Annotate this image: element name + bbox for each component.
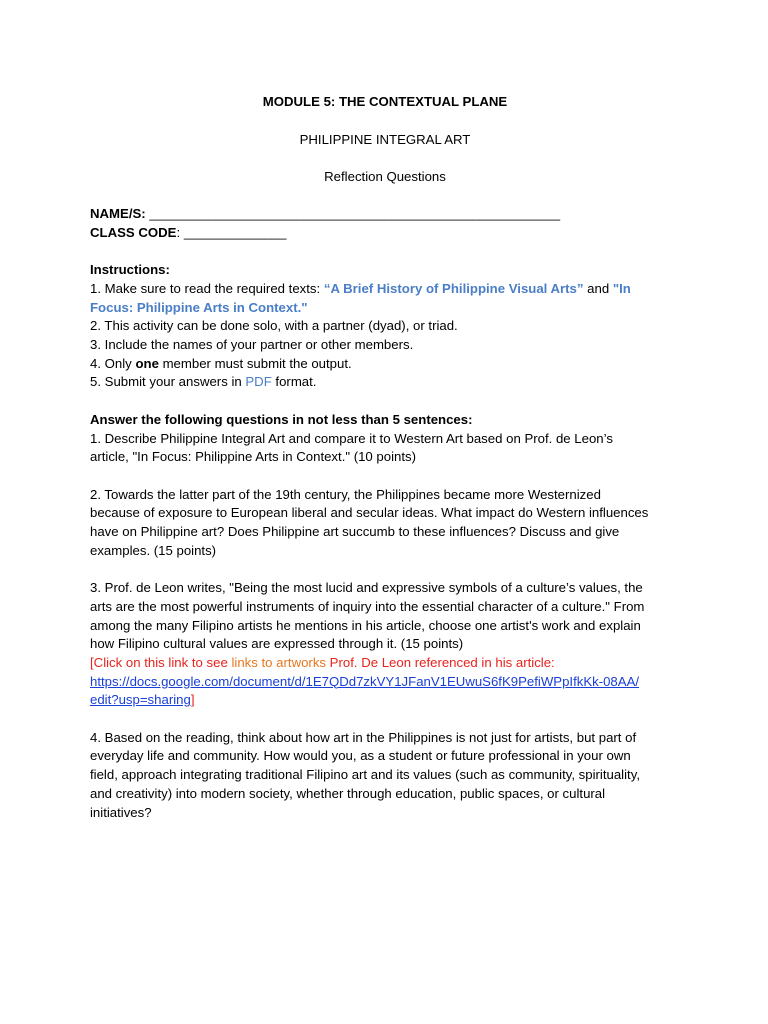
question-2-line-4: examples. (15 points) — [90, 542, 217, 558]
instruction-item-2: 2. This activity can be done solo, with a partner (dyad), or triad. — [90, 318, 458, 334]
artworks-link-part-1[interactable]: https://docs.google.com/document/d/1E7QDd7zkVY1JFanV1EUwuS6fK9PefiWPpIfkKk-08AA/ — [90, 673, 640, 689]
class-code-colon: : — [176, 224, 181, 240]
question-4-line-3: field, approach integrating traditional Filipino art and its values (such as community, spirituality, — [90, 767, 640, 783]
question-1-line-2: article, "In Focus: Philippine Arts in Context." (10 points) — [90, 449, 417, 465]
instruction-item-5 — [90, 373, 680, 392]
note-text-part-3: Prof. De Leon referenced in his article: — [326, 654, 555, 670]
question-4-line-1: 4. Based on the reading, think about how art in the Philippines is not just for artists, but part of — [90, 729, 637, 745]
instruction-item-4 — [90, 355, 680, 374]
name-label: NAME/S: — [90, 206, 146, 222]
instruction-item-1-and: and — [583, 280, 613, 296]
question-3-note — [90, 654, 680, 673]
note-text-part-1: [Click on this link to see — [90, 654, 232, 670]
question-1-line-1: 1. Describe Philippine Integral Art and compare it to Western Art based on Prof. de Leon’s — [90, 430, 613, 446]
instructions-heading: Instructions: — [90, 262, 170, 278]
instruction-item-3: 3. Include the names of your partner or other members. — [90, 337, 414, 353]
pdf-format-text: PDF — [245, 374, 272, 390]
instruction-item-4-prefix: 4. Only — [90, 355, 136, 371]
document-type: Reflection Questions — [324, 169, 446, 185]
question-1 — [90, 430, 680, 467]
question-2-line-3: have on Philippine art? Does Philippine art succumb to these influences? Discuss and give — [90, 524, 620, 540]
class-code-blank-line[interactable]: ______________ — [183, 224, 287, 240]
instruction-item-5-suffix: format. — [271, 374, 317, 390]
question-4 — [90, 729, 680, 823]
question-3-line-2: arts are the most powerful instruments of inquiry into the essential character of a culture." From — [90, 598, 645, 614]
name-field-row — [90, 205, 680, 224]
instruction-item-1 — [90, 280, 680, 299]
instruction-item-1-cont — [90, 299, 680, 318]
artworks-link-part-2[interactable]: edit?usp=sharing — [90, 692, 191, 708]
instruction-item-4-suffix: member must submit the output. — [158, 355, 352, 371]
instruction-item-1-prefix: 1. Make sure to read the required texts: — [90, 280, 324, 296]
document-page — [90, 90, 680, 822]
question-3 — [90, 579, 680, 710]
question-4-line-2: everyday life and community. How would you, as a student or future professional in your own — [90, 748, 631, 764]
questions-heading: Answer the following questions in not less than 5 sentences: — [90, 411, 473, 427]
artworks-link-row-2 — [90, 691, 680, 710]
required-text-1: “A Brief History of Philippine Visual Arts” — [323, 280, 584, 296]
module-title: MODULE 5: THE CONTEXTUAL PLANE — [262, 94, 508, 109]
questions-section — [90, 411, 680, 822]
required-text-2-part1: "In — [612, 280, 631, 296]
name-blank-line[interactable]: ________________________________________________________ — [149, 206, 561, 222]
question-3-line-4: how Filipino cultural values are expressed through it. (15 points) — [90, 636, 464, 652]
instruction-item-5-prefix: 5. Submit your answers in — [90, 374, 246, 390]
note-text-part-2: links to artworks — [231, 654, 327, 670]
question-3-line-3: among the many Filipino artists he mentions in his article, choose one artist's work and explain — [90, 617, 641, 633]
question-2-line-1: 2. Towards the latter part of the 19th century, the Philippines became more Westernized — [90, 486, 601, 502]
question-3-line-1: 3. Prof. de Leon writes, "Being the most lucid and expressive symbols of a culture’s values, the — [90, 580, 643, 596]
question-2-line-2: because of exposure to European liberal and secular ideas. What impact do Western influences — [90, 505, 649, 521]
subject-title: PHILIPPINE INTEGRAL ART — [299, 131, 471, 147]
question-2 — [90, 486, 680, 561]
instruction-item-4-bold: one — [135, 355, 159, 371]
required-text-2-part2: Focus: Philippine Arts in Context." — [90, 299, 308, 315]
class-code-label: CLASS CODE — [90, 224, 177, 240]
class-code-row — [90, 224, 680, 243]
question-4-line-5: initiatives? — [90, 804, 152, 820]
note-close-bracket: ] — [190, 692, 195, 708]
student-fields — [90, 205, 680, 242]
instructions-section — [90, 261, 680, 392]
artworks-link-row-1 — [90, 673, 680, 692]
question-4-line-4: and creativity) into modern society, whether through education, public spaces, or cultural — [90, 785, 606, 801]
